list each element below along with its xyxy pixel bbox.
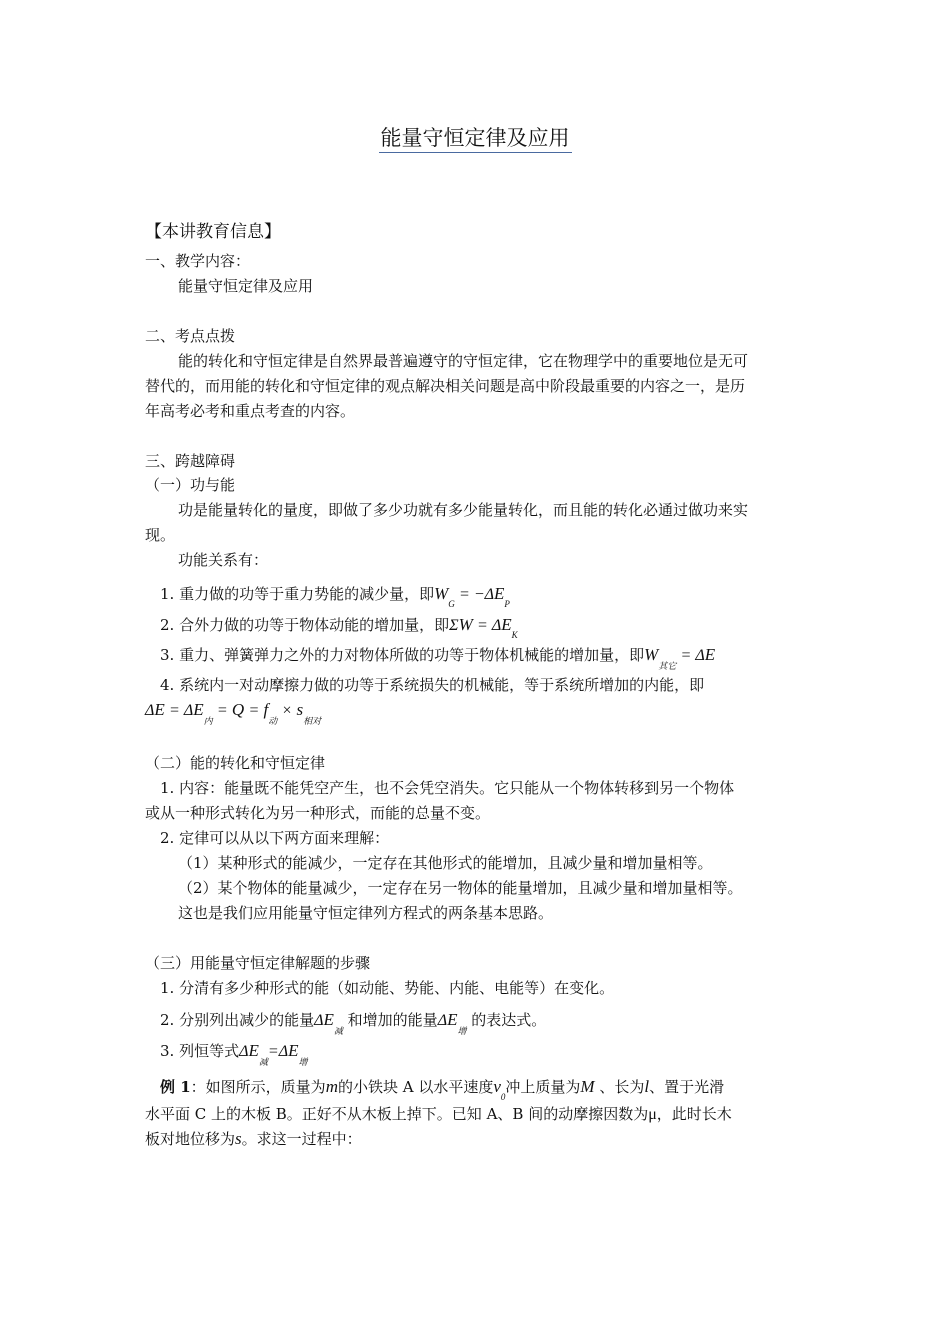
section-2-para-line1: 能的转化和守恒定律是自然界最普遍遵守的守恒定律，它在物理学中的重要地位是无可 bbox=[178, 352, 749, 370]
section-2-heading: 二、考点点拨 bbox=[145, 327, 236, 345]
work-energy-item-3 bbox=[160, 645, 716, 671]
formula-delta-e-decrease: $\Delta E_减$ bbox=[314, 1010, 343, 1036]
formula-delta-e-increase: $\Delta E_增$ bbox=[437, 1010, 467, 1036]
subscript-relative: 相对 bbox=[303, 716, 322, 726]
example-text-3: 冲上质量为 bbox=[505, 1078, 581, 1096]
example-line2-part-a: 水平面 C 上的木板 B。正好不从木板上掉下。已知 A、B 间的动摩擦因数为 bbox=[145, 1105, 649, 1123]
formula-other-work: $W_{其它} = \Delta E$ bbox=[644, 645, 716, 671]
formula-net-work: $\Sigma W = \Delta E_K$ bbox=[449, 615, 518, 640]
work-energy-item-4: 4. 系统内一对动摩擦力做的功等于系统损失的机械能，等于系统所增加的内能，即 bbox=[160, 676, 705, 694]
law-content-line1: 1. 内容：能量既不能凭空产生，也不会凭空消失。它只能从一个物体转移到另一个物体 bbox=[160, 779, 735, 797]
subscript-decrease-2: 减 bbox=[258, 1057, 268, 1067]
var-m: m bbox=[325, 1077, 338, 1096]
subscript-kinetic: 动 bbox=[268, 716, 278, 726]
law-point-1: （1）某种形式的能减少，一定存在其他形式的能增加，且减少量和增加量相等。 bbox=[178, 854, 713, 872]
example-label: 例 1 bbox=[160, 1078, 191, 1096]
example-line2-part-b: ，此时长木 bbox=[656, 1105, 732, 1123]
step-3 bbox=[160, 1041, 308, 1067]
step-2-part-c: 的表达式。 bbox=[471, 1011, 547, 1029]
section-1-heading: 一、教学内容： bbox=[145, 252, 251, 270]
item-3-text: 3. 重力、弹簧弹力之外的力对物体所做的功等于物体机械能的增加量，即 bbox=[160, 646, 645, 664]
subsection-1-heading: （一）功与能 bbox=[145, 476, 236, 494]
var-s: s bbox=[235, 1129, 242, 1148]
subscript-internal: 内 bbox=[203, 716, 213, 726]
subscript-decrease: 减 bbox=[333, 1026, 343, 1036]
work-energy-item-1 bbox=[160, 584, 510, 609]
section-2-para-line2: 替代的，而用能的转化和守恒定律的观点解决相关问题是高中阶段最重要的内容之一，是历 bbox=[145, 377, 746, 395]
subscript-increase-2: 增 bbox=[298, 1057, 308, 1067]
example-text-4: 、长为 bbox=[599, 1078, 645, 1096]
section-3-heading: 三、跨越障碍 bbox=[145, 452, 236, 470]
example-1-line1 bbox=[160, 1077, 725, 1102]
formula-conservation: $\Delta E_减=\Delta E_增$ bbox=[239, 1041, 308, 1067]
subsection-1-para-line2: 现。 bbox=[145, 526, 176, 544]
section-2-para-line3: 年高考必考和重点考查的内容。 bbox=[145, 402, 356, 420]
page-title: 能量守恒定律及应用 bbox=[379, 126, 572, 153]
subsection-1-para-line1: 功是能量转化的量度，即做了多少功就有多少能量转化，而且能的转化必通过做功来实 bbox=[178, 501, 749, 519]
example-text-1: ：如图所示，质量为 bbox=[190, 1078, 326, 1096]
info-header: 【本讲教育信息】 bbox=[145, 222, 281, 242]
law-note: 这也是我们应用能量守恒定律列方程式的两条基本思路。 bbox=[178, 904, 554, 922]
step-3-text: 3. 列恒等式 bbox=[160, 1042, 240, 1060]
example-line3-part-b: 。求这一过程中： bbox=[241, 1130, 362, 1148]
law-point-2: （2）某个物体的能量减少，一定存在另一物体的能量增加，且减少量和增加量相等。 bbox=[178, 879, 743, 897]
law-content-line2: 或从一种形式转化为另一种形式，而能的总量不变。 bbox=[145, 804, 491, 822]
var-v0: $v_0$ bbox=[493, 1077, 506, 1102]
subsection-1-intro: 功能关系有： bbox=[178, 551, 269, 569]
subscript-increase: 增 bbox=[457, 1026, 467, 1036]
item-2-text: 2. 合外力做的功等于物体动能的增加量，即 bbox=[160, 616, 450, 634]
subsection-2-heading: （二）能的转化和守恒定律 bbox=[145, 754, 326, 772]
example-text-5: 、置于光滑 bbox=[649, 1078, 725, 1096]
subscript-other: 其它 bbox=[658, 661, 677, 671]
var-M: M bbox=[580, 1077, 595, 1096]
law-understanding: 2. 定律可以从以下两方面来理解： bbox=[160, 829, 390, 847]
example-1-line2 bbox=[145, 1104, 732, 1125]
formula-friction-heat: $\Delta E = \Delta E_内 = Q = f_动 \times s_{相对}$ bbox=[145, 700, 322, 726]
step-1: 1. 分清有多少种形式的能（如动能、势能、内能、电能等）在变化。 bbox=[160, 979, 615, 997]
page-title-wrap bbox=[0, 124, 950, 152]
example-1-line3 bbox=[145, 1129, 362, 1149]
step-2-part-b: 和增加的能量 bbox=[347, 1011, 438, 1029]
section-1-content: 能量守恒定律及应用 bbox=[178, 277, 314, 295]
example-text-2: 的小铁块 A 以水平速度 bbox=[337, 1078, 494, 1096]
step-2-part-a: 2. 分别列出减少的能量 bbox=[160, 1011, 315, 1029]
work-energy-item-2 bbox=[160, 615, 518, 640]
var-l: l bbox=[644, 1077, 650, 1096]
step-2 bbox=[160, 1010, 547, 1036]
example-line3-part-a: 板对地位移为 bbox=[145, 1130, 236, 1148]
formula-gravity-work: $W_G = -\Delta E_P$ bbox=[434, 584, 510, 609]
subsection-3-heading: （三）用能量守恒定律解题的步骤 bbox=[145, 954, 371, 972]
item-1-text: 1. 重力做的功等于重力势能的减少量，即 bbox=[160, 585, 435, 603]
var-mu: μ bbox=[648, 1106, 657, 1123]
